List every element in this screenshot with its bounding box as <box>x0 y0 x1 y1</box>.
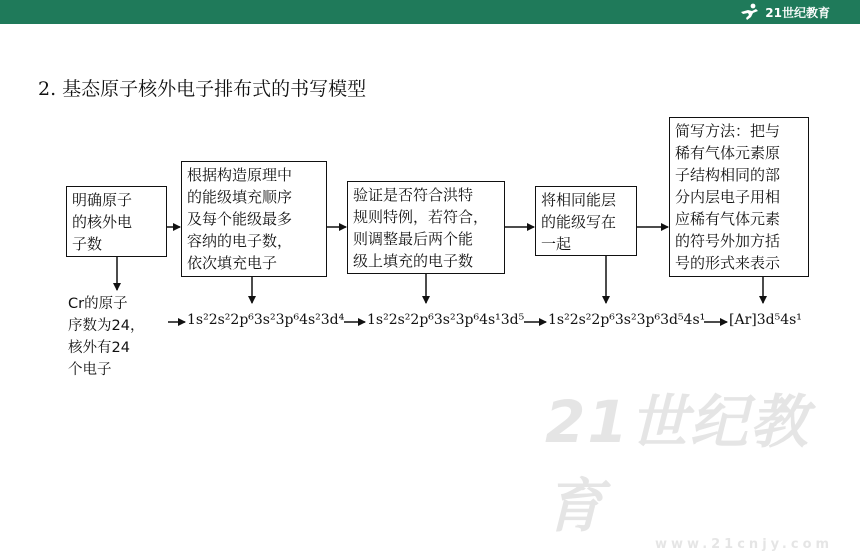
cr-note: Cr的原子 序数为24， 核外有24 个电子 <box>68 296 145 378</box>
heading-text: 基态原子核外电子排布式的书写模型 <box>62 78 367 100</box>
watermark-small: www.21cnjy.com <box>655 537 834 552</box>
watermark-big: 21世纪教育 <box>545 388 810 540</box>
box-shorthand: 简写方法：把与 稀有气体元素原 子结构相同的部 分内层电子用相 应稀有气体元素 的符号外加方括 号的形式来表示 <box>669 117 809 277</box>
heading-number: 2. <box>38 78 57 100</box>
logo-text: 21世纪教育 <box>765 5 830 20</box>
box-hund-rule: 验证是否符合洪特 规则特例，若符合， 则调整最后两个能 级上填充的电子数 <box>347 181 505 274</box>
formula-grouped: 1s²2s²2p⁶3s²3p⁶3d⁵4s¹ <box>548 312 706 328</box>
formula-shorthand: [Ar]3d⁵4s¹ <box>729 312 802 328</box>
watermark <box>545 375 860 552</box>
formula-aufbau: 1s²2s²2p⁶3s²3p⁶4s²3d⁴ <box>187 312 345 328</box>
box-fill-order: 根据构造原理中 的能级填充顺序 及每个能级最多 容纳的电子数， 依次填充电子 <box>181 161 327 277</box>
box-determine-electrons: 明确原子 的核外电 子数 <box>66 186 167 257</box>
box-group-levels: 将相同能层 的能级写在 一起 <box>535 186 637 256</box>
formula-hund-adjusted: 1s²2s²2p⁶3s²3p⁶4s¹3d⁵ <box>367 312 525 328</box>
